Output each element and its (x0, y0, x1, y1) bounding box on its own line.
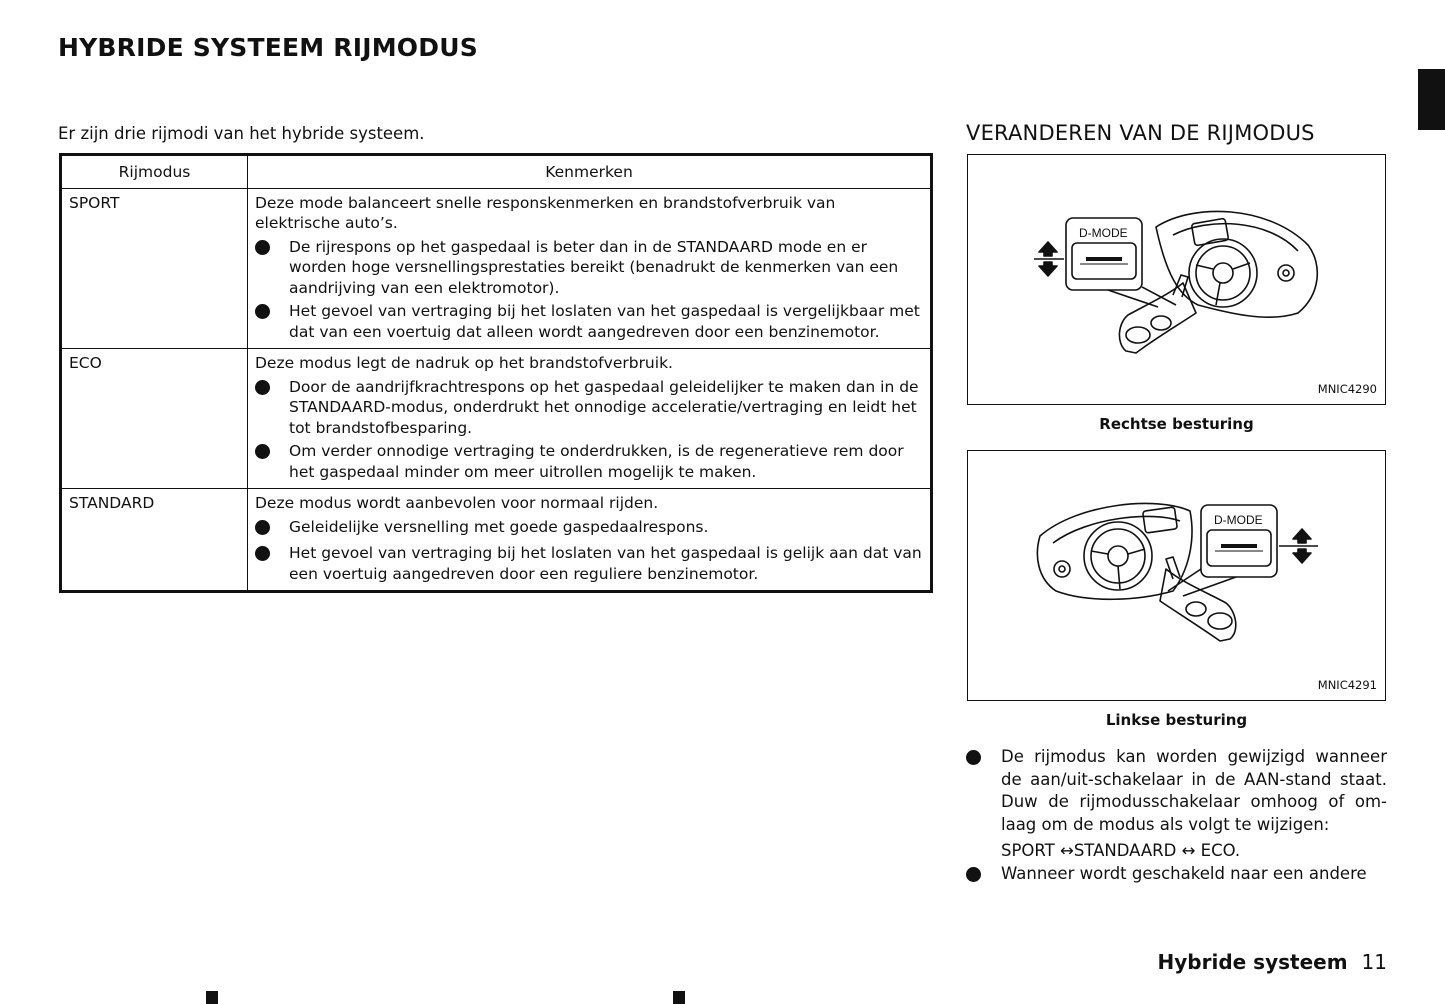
crop-mark (206, 991, 218, 1004)
arrow-down-icon (1039, 262, 1057, 276)
list-item (255, 377, 923, 439)
bullet-text: Geleidelijke versnelling met goede gaspedaalrespons. (289, 517, 709, 536)
bullet-text: Het gevoel van vertraging bij het loslaten van het gaspedaal is vergelijkbaar met dat van een voertuig dat alleen wordt aangedreven door een benzinemotor. (289, 302, 920, 341)
bullet-text: Door de aandrijfkrachtrespons op het gaspedaal geleidelijker te maken dan in de STANDAARD-modus, onderdrukt het onnodige acceleratie/vertraging en leidt het tot brandstofbesparing. (289, 377, 919, 437)
instruction-bullet (966, 863, 1387, 889)
section-tab-marker (1418, 69, 1445, 130)
mode-features (248, 188, 932, 349)
list-item (255, 441, 923, 482)
figure-left-hand-drive (967, 450, 1386, 701)
arrow-up-icon (1293, 529, 1311, 543)
footer-section-title: Hybride systeem (1157, 950, 1348, 974)
mode-features (248, 489, 932, 592)
list-item (255, 237, 923, 299)
header-mode: Rijmodus (61, 155, 248, 189)
bullet-text: Om verder onnodige vertraging te onderdrukken, is de regeneratieve rem door het gaspedaal minder om meer uitrollen mogelijk te maken. (289, 442, 904, 481)
table-row-eco (61, 349, 932, 489)
figure-caption: Linkse besturing (1105, 711, 1248, 729)
mode-name: STANDARD (61, 489, 248, 592)
list-item (255, 517, 923, 541)
bullet-dot (966, 863, 1001, 889)
bullet-dot (255, 517, 289, 541)
list-item (255, 301, 923, 342)
list-item (255, 543, 923, 584)
bullet-dot (255, 543, 289, 584)
page-title: HYBRIDE SYSTEEM RIJMODUS (58, 33, 478, 62)
bullet-text: De rijrespons op het gaspedaal is beter dan in de STANDAARD mode en er worden hoge versnellingsprestaties bereikt (benadrukt de kenmerken van een aandrijving van een elektromotor). (289, 237, 899, 297)
figure-caption: Rechtse besturing (1099, 415, 1254, 433)
mode-sequence: SPORT ↔STANDAARD ↔ ECO. (1001, 841, 1241, 860)
arrow-up-icon (1039, 242, 1057, 256)
page-footer (1158, 950, 1387, 974)
bullet-dot (255, 301, 289, 342)
table-header-row (61, 155, 932, 189)
mode-description: Deze modus wordt aanbevolen voor normaal rijden. (255, 494, 659, 512)
table-row-sport (61, 188, 932, 349)
bullet-text: De rijmodus kan worden gewijzigd wanneer de aan/uit-schakelaar in de AAN-stand staat. Duw de rijmodusschakelaar omhoog of om-laag om de modus als volgt te wijzigen: (1001, 747, 1387, 834)
bullet-dot (255, 377, 289, 439)
page-number: 11 (1361, 950, 1387, 974)
dashboard-illustration (968, 155, 1387, 406)
section-heading: VERANDEREN VAN DE RIJMODUS (966, 121, 1315, 145)
bullet-dot (255, 441, 289, 482)
mode-name: ECO (61, 349, 248, 489)
figure-code: MNIC4290 (1317, 382, 1377, 396)
header-features: Kenmerken (248, 155, 932, 189)
bullet-dot (966, 746, 1001, 836)
table-row-standard (61, 489, 932, 592)
instruction-bullet (966, 746, 1387, 863)
bullet-dot (255, 237, 289, 299)
drive-modes-table (59, 153, 933, 593)
d-mode-label: D-MODE (1079, 226, 1128, 240)
intro-text: Er zijn drie rijmodi van het hybride systeem. (58, 124, 425, 143)
mode-features (248, 349, 932, 489)
figure-code: MNIC4291 (1317, 678, 1377, 692)
crop-mark (673, 991, 685, 1004)
bullet-text: Het gevoel van vertraging bij het loslaten van het gaspedaal is gelijk aan dat van een voertuig aangedreven door een reguliere benzinemotor. (289, 544, 922, 583)
figure-right-hand-drive (967, 154, 1386, 405)
dashboard-illustration (968, 451, 1387, 702)
arrow-down-icon (1293, 549, 1311, 563)
mode-description: Deze mode balanceert snelle responskenmerken en brandstofverbruik van elektrische auto’s. (255, 193, 836, 232)
d-mode-label: D-MODE (1214, 513, 1263, 527)
mode-description: Deze modus legt de nadruk op het brandstofverbruik. (255, 354, 673, 372)
bullet-text: Wanneer wordt geschakeld naar een andere (1001, 864, 1367, 883)
mode-name: SPORT (61, 188, 248, 349)
